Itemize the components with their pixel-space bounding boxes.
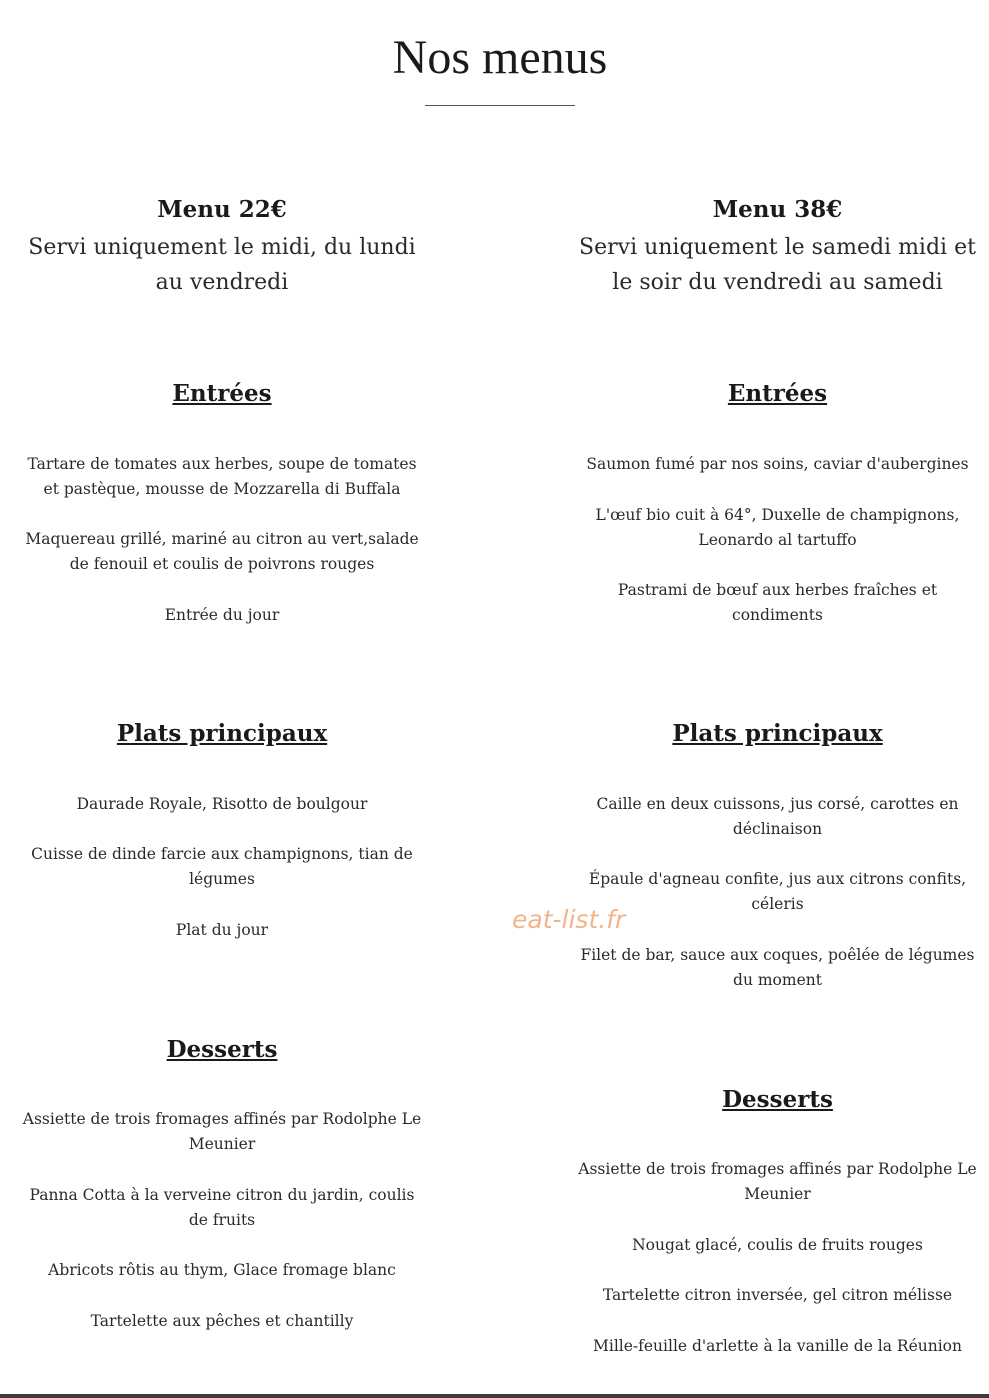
dish-item: Tartelette citron inversée, gel citron mélisse — [602, 1286, 953, 1304]
dish-item: Épaule d'agneau confite, jus aux citrons confits, céleris — [588, 870, 967, 913]
dish-item: Plat du jour — [175, 921, 269, 939]
dish-item: L'œuf bio cuit à 64°, Duxelle de champignons, Leonardo al tartuffo — [595, 506, 960, 549]
section-title-plats: Plats principaux — [672, 720, 883, 747]
dish-item: Assiette de trois fromages affinés par Rodolphe Le Meunier — [578, 1160, 977, 1203]
page-title: Nos menus — [392, 31, 608, 84]
dish-item: Abricots rôtis au thym, Glace fromage blanc — [48, 1261, 396, 1279]
menu-description: Servi uniquement le midi, du lundi au vendredi — [28, 235, 416, 295]
dish-item: Caille en deux cuissons, jus corsé, carottes en déclinaison — [596, 795, 959, 838]
bottom-border — [0, 1394, 989, 1398]
section-title-entrees: Entrées — [172, 380, 272, 407]
dish-item: Nougat glacé, coulis de fruits rouges — [632, 1236, 923, 1254]
menu-name: Menu 38€ — [712, 196, 843, 223]
dish-item: Tartelette aux pêches et chantilly — [90, 1312, 354, 1330]
watermark: eat-list.fr — [512, 905, 626, 934]
menu-description: Servi uniquement le samedi midi et le soir du vendredi au samedi — [579, 235, 976, 295]
dish-item: Saumon fumé par nos soins, caviar d'aubergines — [586, 455, 969, 473]
dish-item: Daurade Royale, Risotto de boulgour — [76, 795, 368, 813]
title-divider — [425, 105, 575, 106]
section-title-desserts: Desserts — [722, 1086, 833, 1113]
dish-item: Entrée du jour — [164, 606, 280, 624]
section-title-desserts: Desserts — [166, 1036, 278, 1063]
dish-item: Maquereau grillé, mariné au citron au vert,salade de fenouil et coulis de poivrons rouges — [25, 530, 419, 573]
dish-item: Cuisse de dinde farcie aux champignons, tian de légumes — [31, 845, 413, 888]
dish-item: Panna Cotta à la verveine citron du jardin, coulis de fruits — [29, 1186, 415, 1229]
section-title-plats: Plats principaux — [116, 720, 328, 747]
menu-name: Menu 22€ — [157, 196, 287, 223]
dish-item: Assiette de trois fromages affinés par Rodolphe Le Meunier — [22, 1110, 422, 1153]
section-title-entrees: Entrées — [727, 380, 828, 407]
dish-item: Tartare de tomates aux herbes, soupe de tomates et pastèque, mousse de Mozzarella di Buffala — [27, 455, 417, 498]
dish-item: Filet de bar, sauce aux coques, poêlée de légumes du moment — [580, 946, 975, 989]
dish-item: Pastrami de bœuf aux herbes fraîches et condiments — [617, 581, 938, 624]
dish-item: Mille-feuille d'arlette à la vanille de la Réunion — [592, 1337, 962, 1355]
